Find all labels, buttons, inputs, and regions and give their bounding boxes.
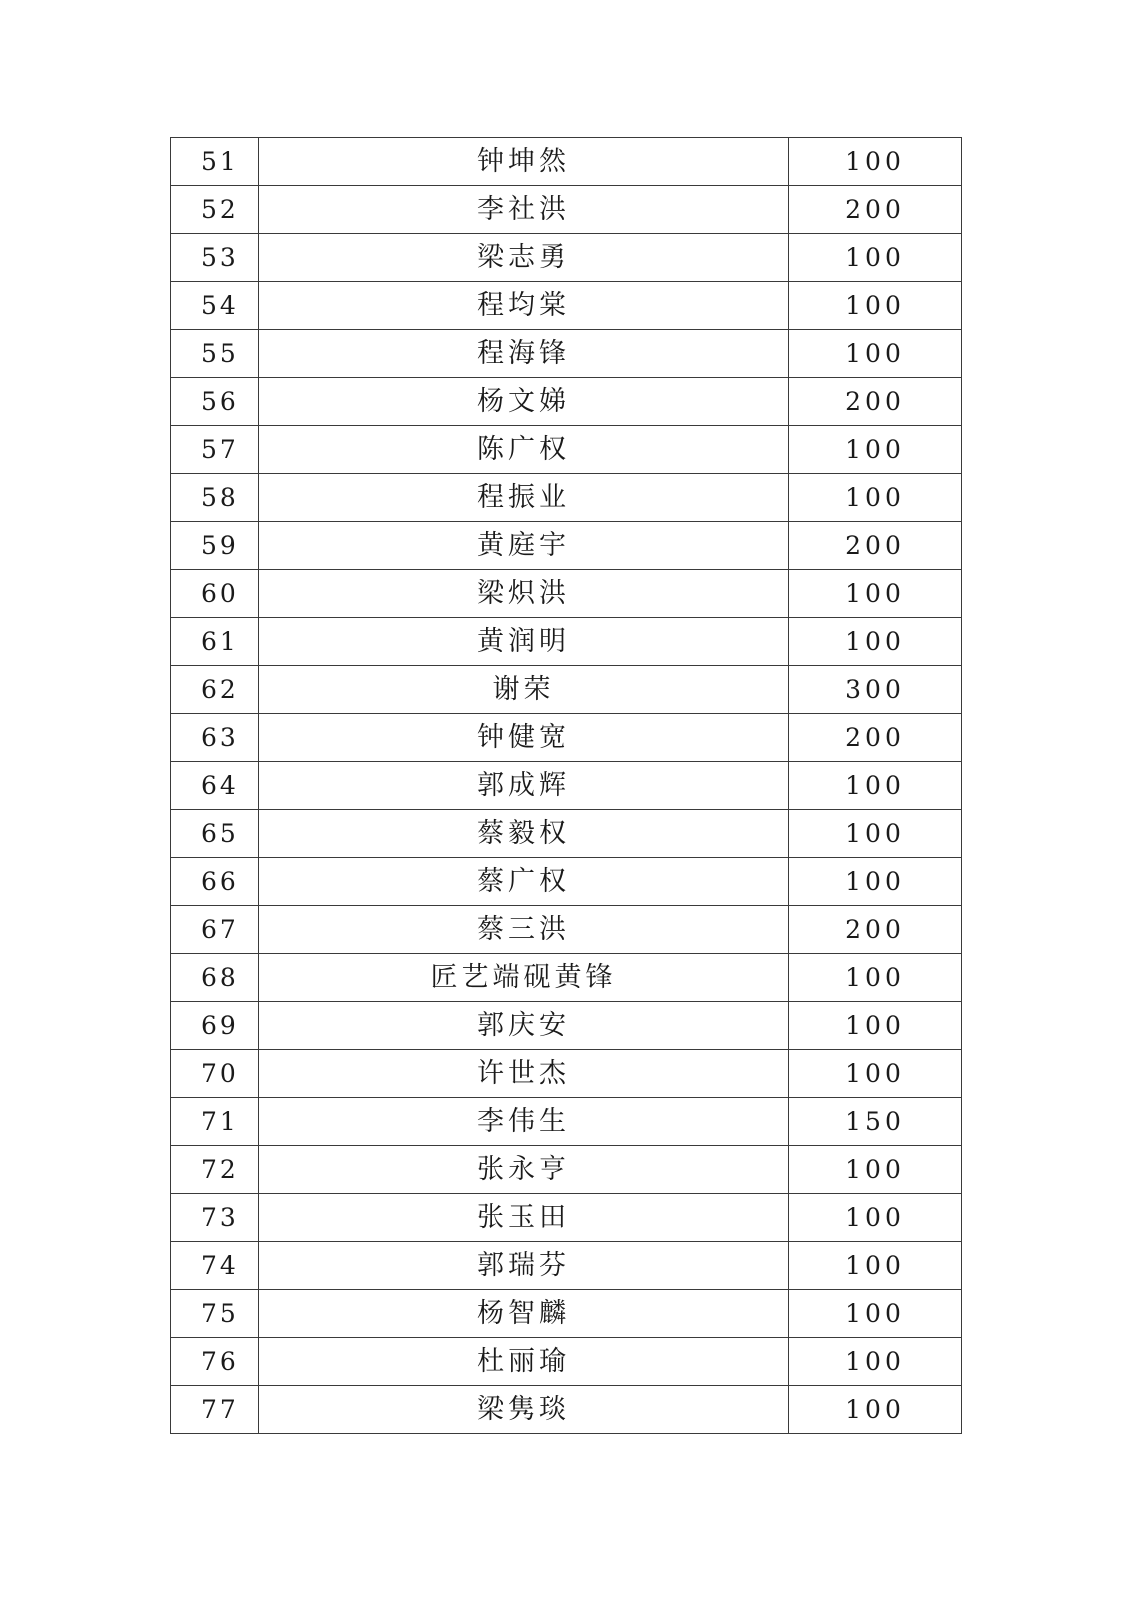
table-row: [171, 522, 962, 570]
table-row: [171, 1098, 962, 1146]
table-row: [171, 810, 962, 858]
table-row: [171, 714, 962, 762]
amount-cell: 100: [789, 1338, 962, 1386]
amount-cell: 100: [789, 858, 962, 906]
amount-cell: 200: [789, 378, 962, 426]
row-number-cell: 52: [171, 186, 259, 234]
donor-name-cell: 程海锋: [259, 330, 789, 378]
table-row: [171, 906, 962, 954]
amount-cell: 200: [789, 186, 962, 234]
table-row: [171, 1242, 962, 1290]
row-number-cell: 77: [171, 1386, 259, 1434]
table-row: [171, 570, 962, 618]
donor-name-cell: 黄润明: [259, 618, 789, 666]
donor-name-cell: 谢荣: [259, 666, 789, 714]
row-number-cell: 53: [171, 234, 259, 282]
amount-cell: 100: [789, 330, 962, 378]
table-row: [171, 666, 962, 714]
table-row: [171, 282, 962, 330]
table-row: [171, 1146, 962, 1194]
row-number-cell: 67: [171, 906, 259, 954]
row-number-cell: 59: [171, 522, 259, 570]
amount-cell: 100: [789, 810, 962, 858]
table-row: [171, 1194, 962, 1242]
table-row: [171, 138, 962, 186]
table-row: [171, 1290, 962, 1338]
amount-cell: 100: [789, 1242, 962, 1290]
row-number-cell: 62: [171, 666, 259, 714]
row-number-cell: 76: [171, 1338, 259, 1386]
table-row: [171, 858, 962, 906]
row-number-cell: 74: [171, 1242, 259, 1290]
table-row: [171, 954, 962, 1002]
donor-name-cell: 蔡广权: [259, 858, 789, 906]
row-number-cell: 56: [171, 378, 259, 426]
table-row: [171, 474, 962, 522]
donor-name-cell: 杜丽瑜: [259, 1338, 789, 1386]
donor-name-cell: 张玉田: [259, 1194, 789, 1242]
amount-cell: 200: [789, 714, 962, 762]
amount-cell: 200: [789, 522, 962, 570]
row-number-cell: 66: [171, 858, 259, 906]
amount-cell: 100: [789, 282, 962, 330]
donor-name-cell: 钟坤然: [259, 138, 789, 186]
amount-cell: 300: [789, 666, 962, 714]
amount-cell: 150: [789, 1098, 962, 1146]
donor-name-cell: 梁炽洪: [259, 570, 789, 618]
amount-cell: 100: [789, 426, 962, 474]
amount-cell: 100: [789, 474, 962, 522]
amount-cell: 200: [789, 906, 962, 954]
donor-name-cell: 梁志勇: [259, 234, 789, 282]
amount-cell: 100: [789, 1050, 962, 1098]
table-row: [171, 1050, 962, 1098]
donor-name-cell: 郭成辉: [259, 762, 789, 810]
row-number-cell: 65: [171, 810, 259, 858]
donor-name-cell: 钟健宽: [259, 714, 789, 762]
row-number-cell: 51: [171, 138, 259, 186]
donor-name-cell: 黄庭宇: [259, 522, 789, 570]
donor-name-cell: 程均棠: [259, 282, 789, 330]
donor-name-cell: 郭庆安: [259, 1002, 789, 1050]
donor-name-cell: 杨文娣: [259, 378, 789, 426]
row-number-cell: 70: [171, 1050, 259, 1098]
donor-name-cell: 杨智麟: [259, 1290, 789, 1338]
donor-name-cell: 梁隽琰: [259, 1386, 789, 1434]
row-number-cell: 58: [171, 474, 259, 522]
donor-name-cell: 蔡三洪: [259, 906, 789, 954]
donor-name-cell: 郭瑞芬: [259, 1242, 789, 1290]
amount-cell: 100: [789, 1146, 962, 1194]
donor-name-cell: 李伟生: [259, 1098, 789, 1146]
donor-name-cell: 蔡毅权: [259, 810, 789, 858]
row-number-cell: 69: [171, 1002, 259, 1050]
table-row: [171, 762, 962, 810]
row-number-cell: 57: [171, 426, 259, 474]
donor-name-cell: 陈广权: [259, 426, 789, 474]
amount-cell: 100: [789, 1002, 962, 1050]
row-number-cell: 64: [171, 762, 259, 810]
row-number-cell: 55: [171, 330, 259, 378]
row-number-cell: 60: [171, 570, 259, 618]
donor-name-cell: 程振业: [259, 474, 789, 522]
row-number-cell: 75: [171, 1290, 259, 1338]
table-row: [171, 186, 962, 234]
amount-cell: 100: [789, 1290, 962, 1338]
row-number-cell: 72: [171, 1146, 259, 1194]
donor-name-cell: 李社洪: [259, 186, 789, 234]
row-number-cell: 61: [171, 618, 259, 666]
table-row: [171, 330, 962, 378]
row-number-cell: 73: [171, 1194, 259, 1242]
amount-cell: 100: [789, 762, 962, 810]
donation-table: [170, 137, 962, 1434]
row-number-cell: 54: [171, 282, 259, 330]
table-row: [171, 618, 962, 666]
amount-cell: 100: [789, 1194, 962, 1242]
amount-cell: 100: [789, 954, 962, 1002]
table-row: [171, 234, 962, 282]
amount-cell: 100: [789, 1386, 962, 1434]
donation-table-body: [171, 138, 962, 1434]
table-row: [171, 1386, 962, 1434]
table-row: [171, 426, 962, 474]
row-number-cell: 63: [171, 714, 259, 762]
table-row: [171, 1002, 962, 1050]
row-number-cell: 71: [171, 1098, 259, 1146]
donor-name-cell: 匠艺端砚黄锋: [259, 954, 789, 1002]
amount-cell: 100: [789, 138, 962, 186]
row-number-cell: 68: [171, 954, 259, 1002]
table-row: [171, 378, 962, 426]
donor-name-cell: 许世杰: [259, 1050, 789, 1098]
amount-cell: 100: [789, 618, 962, 666]
amount-cell: 100: [789, 570, 962, 618]
donor-name-cell: 张永亨: [259, 1146, 789, 1194]
table-row: [171, 1338, 962, 1386]
amount-cell: 100: [789, 234, 962, 282]
